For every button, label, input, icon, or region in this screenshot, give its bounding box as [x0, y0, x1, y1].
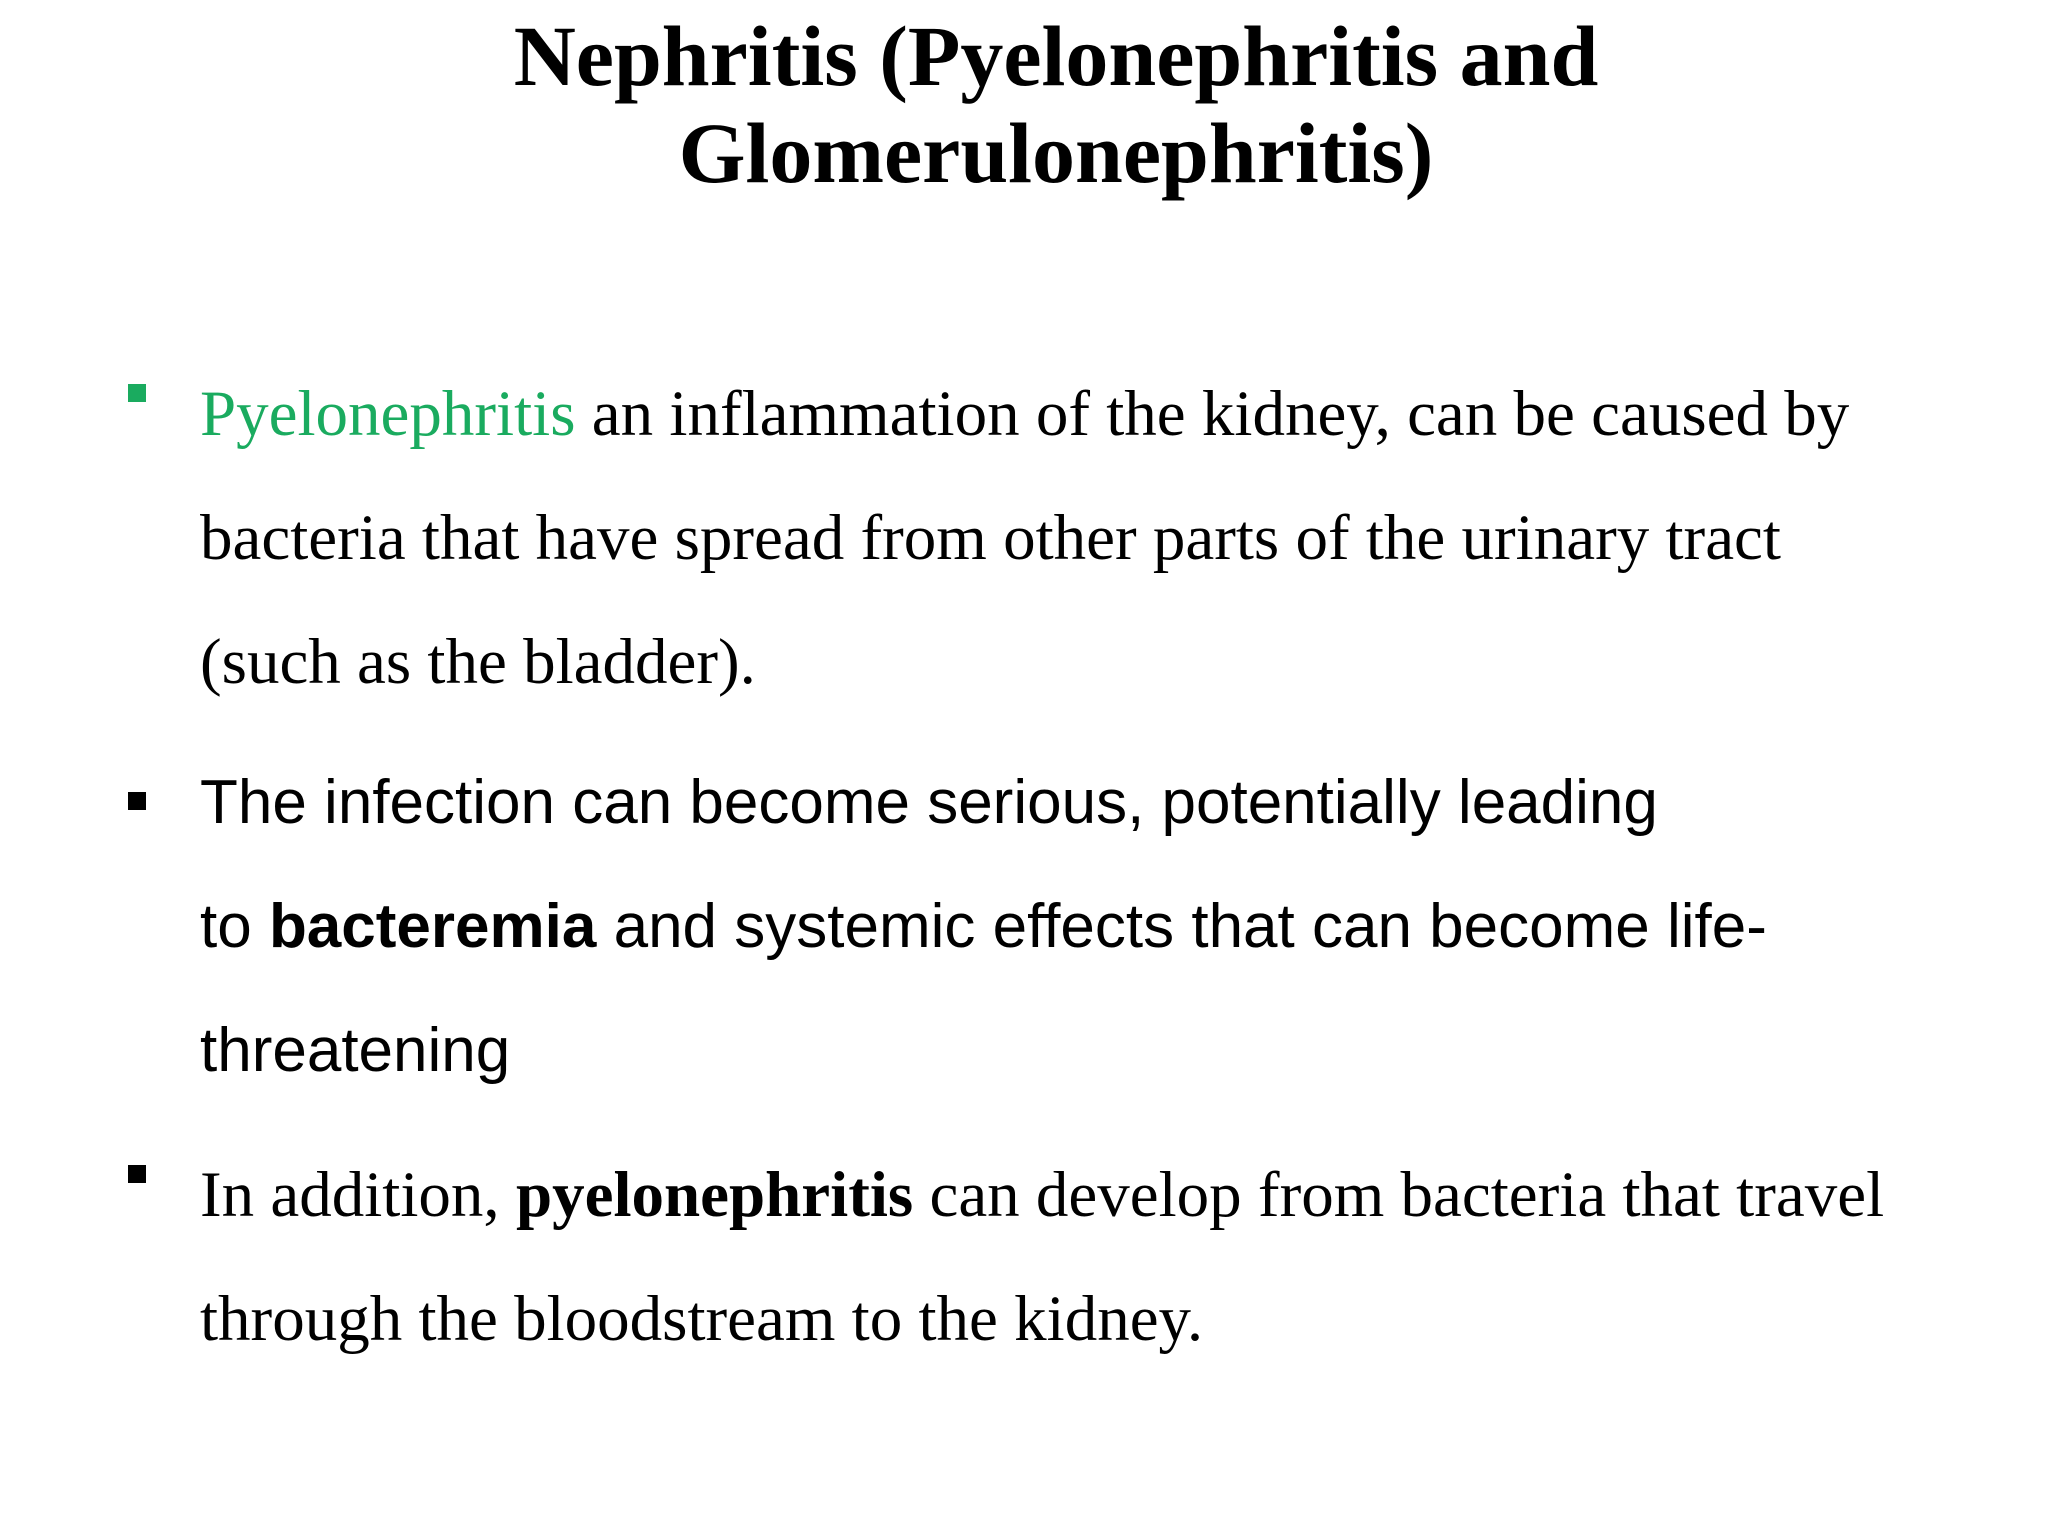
- slide-title-line-2: Glomerulonephritis): [678, 105, 1434, 201]
- square-bullet-icon: [128, 384, 146, 402]
- bullet-1-line-3: (such as the bladder).: [200, 626, 756, 698]
- bullet-item-2: [200, 741, 2000, 1113]
- pyelonephritis-term: Pyelonephritis: [200, 378, 576, 450]
- bullet-3-line-1: [200, 1133, 2000, 1257]
- square-bullet-icon: [128, 1165, 146, 1183]
- square-bullet-icon: [128, 792, 146, 810]
- slide-title-line-1: Nephritis (Pyelonephritis and: [513, 8, 1599, 104]
- bullet-item-3: [200, 1133, 2000, 1381]
- bullet-item-1: [200, 352, 2000, 724]
- slide-title: [0, 8, 2048, 202]
- bullet-3-line-1-prefix: In addition,: [200, 1159, 516, 1231]
- bullet-2-line-2-prefix: to: [200, 892, 269, 961]
- bullet-1-line-1: [200, 352, 2000, 476]
- bacteremia-term: bacteremia: [268, 892, 597, 961]
- bullet-2-line-3: threatening: [200, 1016, 511, 1085]
- bullet-2-line-1: The infection can become serious, potentially leading: [200, 768, 1658, 837]
- bullet-2-line-2-text: and systemic effects that can become life-: [596, 892, 1767, 961]
- pyelonephritis-bold-term: pyelonephritis: [515, 1159, 914, 1231]
- bullet-3-line-1-text: can develop from bacteria that travel: [913, 1159, 1885, 1231]
- bullet-1-line-2: bacteria that have spread from other parts of the urinary tract: [200, 502, 1781, 574]
- bullet-1-line-1-text: an inflammation of the kidney, can be caused by: [575, 378, 1850, 450]
- bullet-3-line-2: through the bloodstream to the kidney.: [200, 1283, 1204, 1355]
- bullet-2-line-2: [200, 865, 2000, 989]
